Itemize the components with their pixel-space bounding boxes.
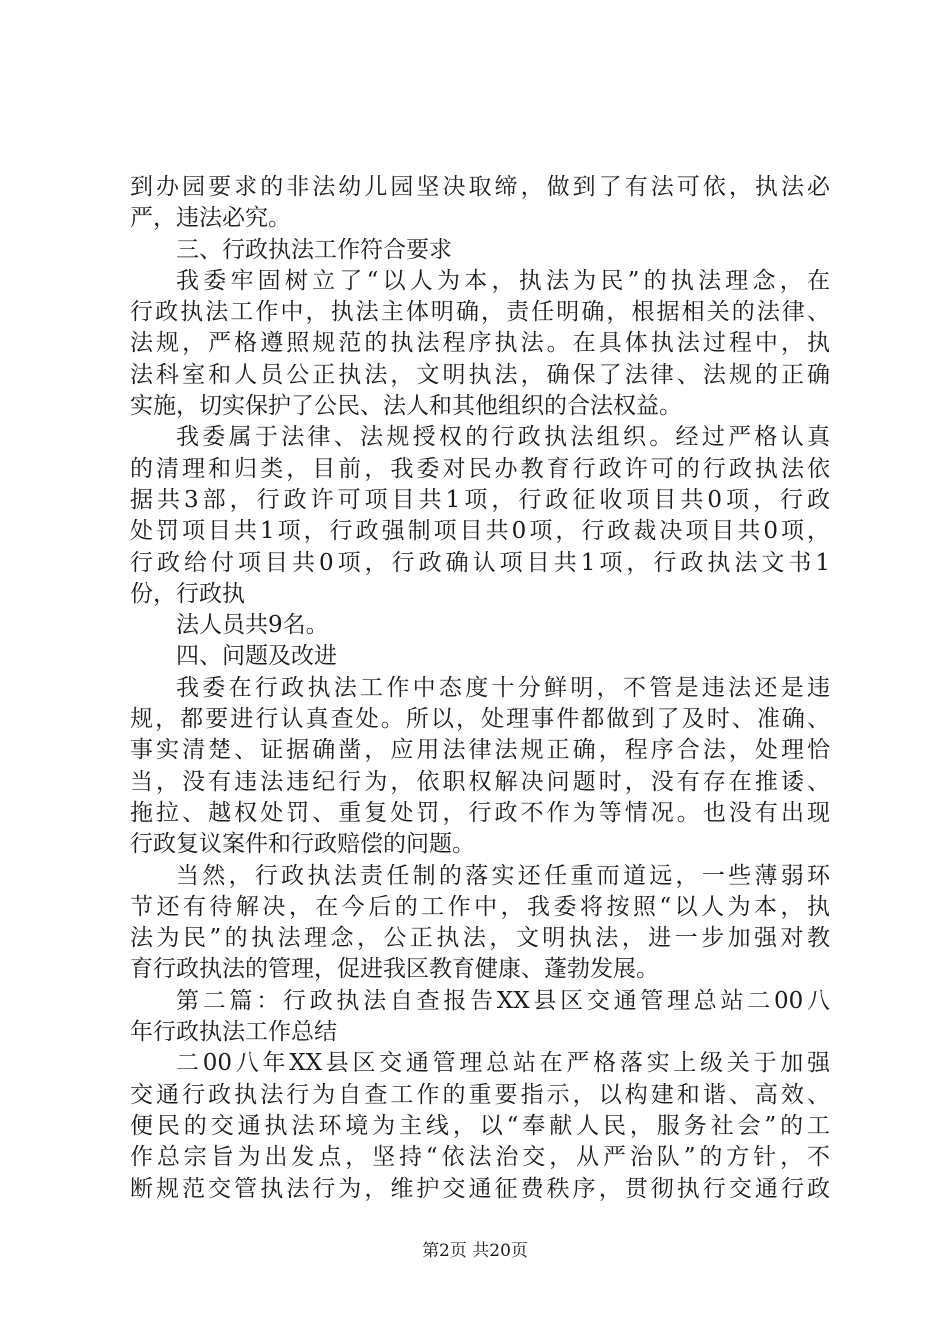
text-line: 处罚项目共1项，行政强制项目共0项，行政裁决项目共0项， [130, 518, 830, 545]
section-heading: 三、行政执法工作符合要求 [176, 236, 452, 263]
text-line: 行政执法工作中，执法主体明确，责任明确，根据相关的法律、 [130, 299, 830, 326]
text-line: 严，违法必究。 [130, 205, 291, 232]
text-line: 实施，切实保护了公民、法人和其他组织的合法权益。 [130, 393, 682, 420]
text-line: 我委属于法律、法规授权的行政执法组织。经过严格认真 [176, 424, 830, 451]
text-line: 二00八年XX县区交通管理总站在严格落实上级关于加强 [176, 1050, 830, 1077]
text-line: 拖拉、越权处罚、重复处罚，行政不作为等情况。也没有出现 [130, 799, 830, 826]
page-number-footer: 第2页 共20页 [422, 1241, 528, 1261]
text-line: 规，都要进行认真查处。所以，处理事件都做到了及时、准确、 [130, 706, 830, 733]
text-line: 当然，行政执法责任制的落实还任重而道远，一些薄弱环 [176, 862, 830, 889]
text-line: 行政给付项目共0项，行政确认项目共1项，行政执法文书1 [130, 549, 830, 576]
document-body [130, 172, 830, 1205]
chapter-heading: 第二篇：行政执法自查报告XX县区交通管理总站二00八 [176, 987, 830, 1014]
text-line: 法为民”的执法理念，公正执法，文明执法，进一步加强对教 [130, 925, 830, 952]
text-line: 事实清楚、证据确凿，应用法律法规正确，程序合法，处理恰 [130, 737, 830, 764]
text-line: 断规范交管执法行为，维护交通征费秩序，贯彻执行交通行政 [130, 1175, 830, 1202]
text-line: 当，没有违法违纪行为，依职权解决问题时，没有存在推诿、 [130, 768, 830, 795]
text-line: 法人员共9名。 [176, 612, 329, 639]
text-line: 据共3部，行政许可项目共1项，行政征收项目共0项，行政 [130, 486, 830, 513]
text-line: 行政复议案件和行政赔偿的问题。 [130, 831, 475, 858]
text-line: 便民的交通执法环境为主线，以“奉献人民，服务社会”的工 [130, 1112, 830, 1139]
chapter-heading: 年行政执法工作总结 [130, 1019, 337, 1046]
text-line: 份，行政执 [130, 580, 245, 607]
text-line: 作总宗旨为出发点，坚持“依法治交，从严治队”的方针，不 [130, 1144, 830, 1171]
text-line: 法规，严格遵照规范的执法程序执法。在具体执法过程中，执 [130, 330, 830, 357]
text-line: 交通行政执法行为自查工作的重要指示，以构建和谐、高效、 [130, 1081, 830, 1108]
section-heading: 四、问题及改进 [176, 643, 337, 670]
text-line: 育行政执法的管理，促进我区教育健康、蓬勃发展。 [130, 956, 659, 983]
text-line: 的清理和归类，目前，我委对民办教育行政许可的行政执法依 [130, 455, 830, 482]
text-line: 到办园要求的非法幼儿园坚决取缔，做到了有法可依，执法必 [130, 174, 830, 200]
text-line: 法科室和人员公正执法，文明执法，确保了法律、法规的正确 [130, 361, 830, 388]
text-line: 节还有待解决，在今后的工作中，我委将按照“以人为本，执 [130, 893, 830, 920]
text-line: 我委在行政执法工作中态度十分鲜明，不管是违法还是违 [176, 674, 830, 701]
text-line: 我委牢固树立了“以人为本，执法为民”的执法理念，在 [176, 267, 830, 294]
